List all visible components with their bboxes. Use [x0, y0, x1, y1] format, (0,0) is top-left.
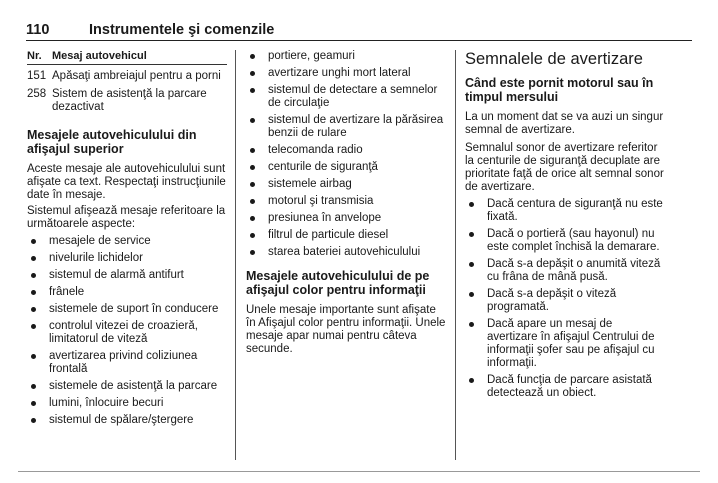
bullet-icon	[31, 273, 36, 278]
warning-para1: La un moment dat se va auzi un singur semnal de avertizare.	[465, 111, 664, 136]
list-item: sistemul de spălare/ştergere	[27, 414, 227, 427]
bullet-icon	[250, 118, 255, 123]
list-item: sistemul de alarmă antifurt	[27, 269, 227, 282]
bullet-icon	[469, 262, 474, 267]
list-item: sistemele de suport în conducere	[27, 303, 227, 316]
list-item: avertizarea privind coliziunea frontală	[27, 350, 227, 376]
table-header	[27, 50, 227, 65]
bullet-icon	[250, 71, 255, 76]
bullet-icon	[31, 324, 36, 329]
bullet-icon	[31, 239, 36, 244]
bullet-icon	[250, 250, 255, 255]
table-cell-nr: 258	[27, 88, 47, 100]
upper-display-para2: Sistemul afişează mesaje referitoare la următoarele aspecte:	[27, 205, 226, 230]
list-item: portiere, geamuri	[246, 50, 446, 63]
list-item: presiunea în anvelope	[246, 212, 446, 225]
bullet-icon	[31, 290, 36, 295]
list-item: telecomanda radio	[246, 144, 446, 157]
list-item: filtrul de particule diesel	[246, 229, 446, 242]
list-item: Dacă s-a depăşit o viteză programată.	[465, 288, 665, 314]
list-item: Dacă o portieră (sau hayonul) nu este complet închisă la demarare.	[465, 228, 665, 254]
list-item: sistemul de avertizare la părăsirea benzii de rulare	[246, 114, 446, 140]
page-number: 110	[26, 22, 50, 38]
table-col-nr: Nr.	[27, 50, 42, 62]
list-item: mesajele de service	[27, 235, 227, 248]
bullet-icon	[469, 232, 474, 237]
aspects-list-left	[27, 235, 227, 427]
bullet-icon	[469, 292, 474, 297]
column-right	[465, 50, 665, 400]
list-item: lumini, înlocuire becuri	[27, 397, 227, 410]
color-display-heading: Mesajele autovehiculului de pe afişajul color pentru informaţii	[246, 269, 430, 297]
list-item: nivelurile lichidelor	[27, 252, 227, 265]
bullet-icon	[469, 202, 474, 207]
upper-display-para1: Aceste mesaje ale autovehiculului sunt afişate ca text. Respectaţi instrucţiunile date în mesaje.	[27, 163, 226, 201]
column-divider	[455, 50, 456, 460]
table-cell-nr: 151	[27, 70, 47, 82]
bullet-icon	[250, 54, 255, 59]
bullet-icon	[31, 307, 36, 312]
bullet-icon	[31, 354, 36, 359]
list-item: sistemul de detectare a semnelor de circulaţie	[246, 84, 446, 110]
list-item: frânele	[27, 286, 227, 299]
bullet-icon	[250, 88, 255, 93]
column-middle	[246, 50, 446, 356]
list-item: motorul şi transmisia	[246, 195, 446, 208]
bullet-icon	[250, 165, 255, 170]
table-cell-message: Sistem de asistenţă la parcare dezactivat	[52, 88, 207, 113]
bullet-icon	[31, 256, 36, 261]
list-item: starea bateriei autovehiculului	[246, 246, 446, 259]
bullet-icon	[469, 322, 474, 327]
table-col-message: Mesaj autovehicul	[52, 50, 147, 62]
table-cell-message: Apăsaţi ambreiajul pentru a porni	[52, 70, 221, 82]
table-row	[27, 70, 227, 83]
list-item: Dacă centura de siguranţă nu este fixată.	[465, 198, 665, 224]
list-item: avertizare unghi mort lateral	[246, 67, 446, 80]
upper-display-heading: Mesajele autovehiculului din afişajul superior	[27, 128, 197, 156]
list-item: sistemele airbag	[246, 178, 446, 191]
column-left	[27, 50, 227, 427]
warning-signals-title: Semnalele de avertizare	[465, 50, 643, 68]
chapter-title: Instrumentele şi comenzile	[89, 22, 275, 38]
list-item: Dacă funcţia de parcare asistată detectează un obiect.	[465, 374, 665, 400]
bullet-icon	[250, 216, 255, 221]
bullet-icon	[31, 401, 36, 406]
list-item: sistemele de asistenţă la parcare	[27, 380, 227, 393]
list-item: centurile de siguranţă	[246, 161, 446, 174]
bullet-icon	[250, 233, 255, 238]
list-item: Dacă apare un mesaj de avertizare în afişajul Centrului de informaţii şofer sau pe afişajul cu informaţii.	[465, 318, 665, 370]
bullet-icon	[31, 384, 36, 389]
bullet-icon	[31, 418, 36, 423]
color-display-para: Unele mesaje importante sunt afişate în Afişajul color pentru informaţii. Unele mesaje apar numai pentru câteva secunde.	[246, 304, 446, 355]
list-item: controlul vitezei de croazieră, limitatorul de viteză	[27, 320, 227, 346]
warning-para2: Semnalul sonor de avertizare referitor la centurile de siguranţă decuplate are prioritate faţă de orice alt semnal sonor de avertizare.	[465, 142, 664, 193]
page-header	[26, 20, 692, 41]
bottom-rule	[18, 471, 700, 472]
warning-conditions-list	[465, 198, 665, 400]
engine-running-heading: Când este pornit motorul sau în timpul mersului	[465, 76, 654, 104]
column-divider	[235, 50, 236, 460]
bullet-icon	[250, 182, 255, 187]
table-row	[27, 88, 227, 114]
bullet-icon	[469, 378, 474, 383]
bullet-icon	[250, 148, 255, 153]
aspects-list-right	[246, 50, 446, 259]
list-item: Dacă s-a depăşit o anumită viteză cu frâna de mână pusă.	[465, 258, 665, 284]
bullet-icon	[250, 199, 255, 204]
